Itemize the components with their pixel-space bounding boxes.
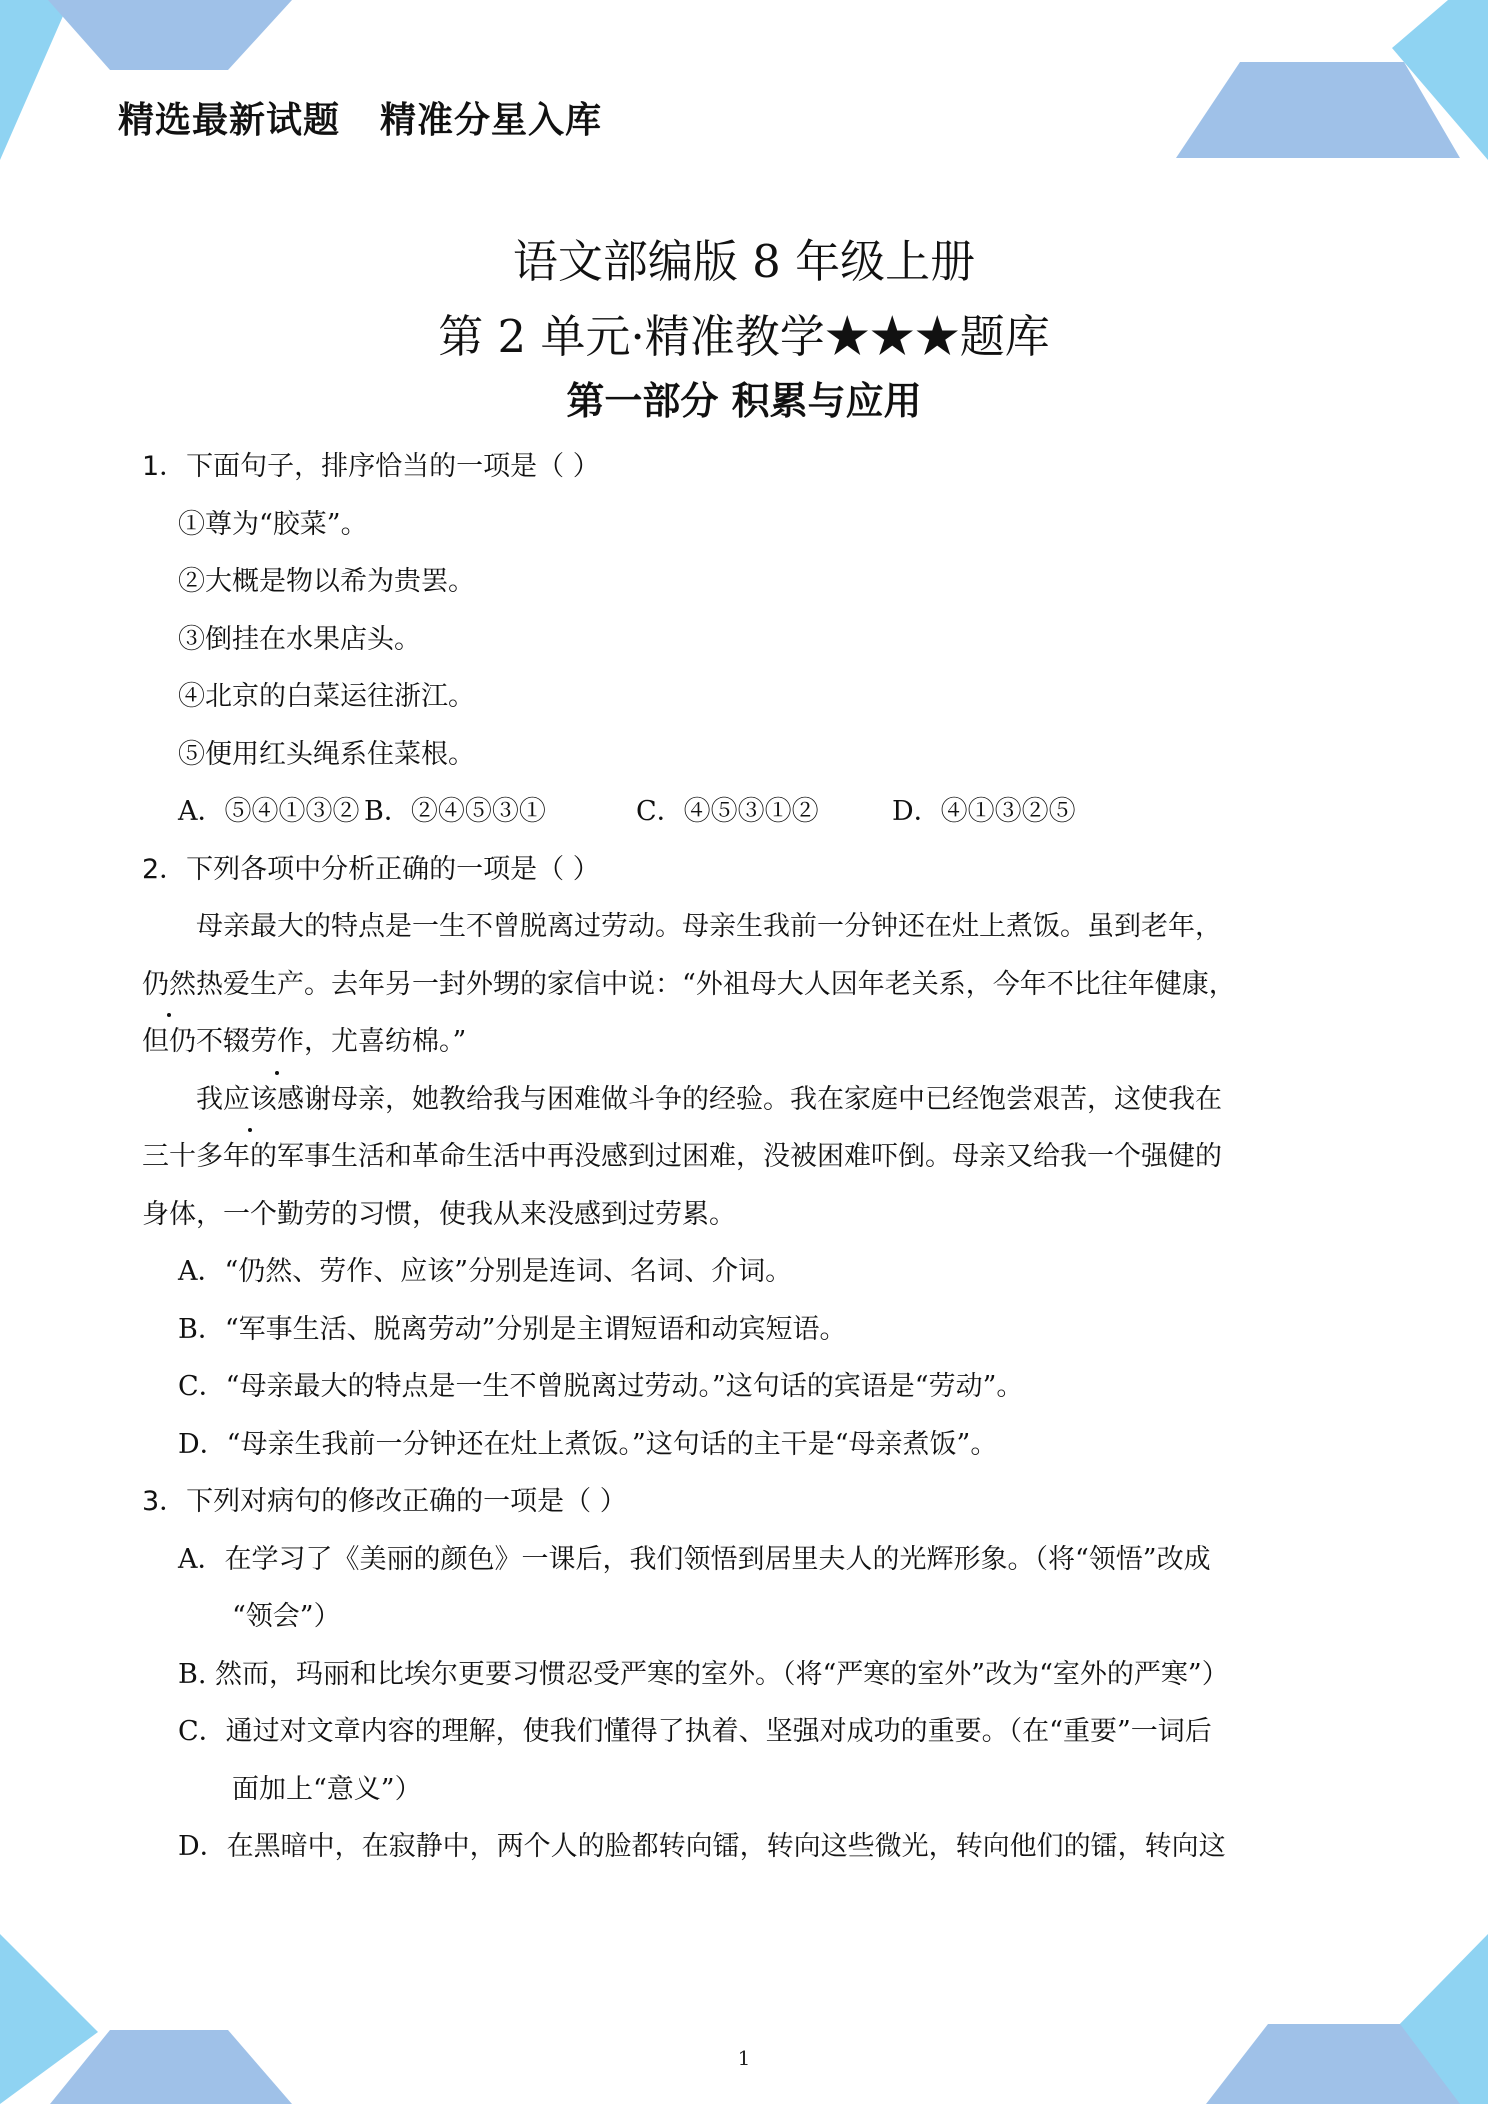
q1-choice-b[interactable]: B．②④⑤③① <box>364 796 546 827</box>
emphasis-word: 仍然 <box>142 956 196 1014</box>
header-banner <box>118 92 602 143</box>
question-content <box>142 438 1352 1876</box>
q1-item: ②大概是物以希为贵罢。 <box>178 566 475 597</box>
q2-option-b[interactable]: B．“军事生活、脱离劳动”分别是主谓短语和动宾短语。 <box>178 1313 847 1345</box>
q2-stem: 2．下列各项中分析正确的一项是（ ） <box>142 853 600 885</box>
q1-choice-d[interactable]: D．④①③②⑤ <box>892 796 1076 827</box>
banner-left-text: 精选最新试题 <box>118 100 341 141</box>
q1-choices <box>142 783 1352 841</box>
q3-stem: 3．下列对病句的修改正确的一项是（ ） <box>142 1486 627 1517</box>
q3-option-b[interactable]: B. 然而，玛丽和比埃尔更要习惯忍受严寒的室外。（将“严寒的室外”改为“室外的严寒”） <box>178 1658 1229 1690</box>
q3-option-c-cont: 面加上“意义”） <box>232 1773 422 1805</box>
q1-item: ④北京的白菜运往浙江。 <box>178 681 475 712</box>
top-left-trapezoid <box>48 0 292 70</box>
q1-item: ③倒挂在水果店头。 <box>178 623 421 655</box>
doc-subtitle: 第 2 单元·精准教学★★★题库 <box>438 310 1050 363</box>
q2-option-d[interactable]: D．“母亲生我前一分钟还在灶上煮饭。”这句话的主干是“母亲煮饭”。 <box>178 1428 998 1460</box>
doc-title: 语文部编版 8 年级上册 <box>512 235 976 288</box>
q1-stem: 1．下面句子，排序恰当的一项是（ ） <box>142 451 600 482</box>
q2-passage-line: 我应该感谢母亲，她教给我与困难做斗争的经验。我在家庭中已经饱尝艰苦，这使我在 <box>142 1071 1352 1129</box>
q1-choice-a[interactable]: A．⑤④①③② <box>178 796 360 827</box>
q2-passage-line: 但仍不辍劳作，尤喜纺棉。” <box>142 1013 1352 1071</box>
page-number: 1 <box>737 2046 751 2070</box>
section-heading: 第一部分 积累与应用 <box>566 379 922 423</box>
q2-passage-line: 母亲最大的特点是一生不曾脱离过劳动。母亲生我前一分钟还在灶上煮饭。虽到老年， <box>196 911 1222 942</box>
q2-passage-line: 三十多年的军事生活和革命生活中再没感到过困难，没被困难吓倒。母亲又给我一个强健的 <box>142 1141 1222 1172</box>
q1-item: ①尊为“胶菜”。 <box>178 508 368 540</box>
q2-option-a[interactable]: A．“仍然、劳作、应该”分别是连词、名词、介词。 <box>178 1256 793 1287</box>
top-left-triangle <box>0 0 70 160</box>
q3-option-d[interactable]: D．在黑暗中，在寂静中，两个人的脸都转向镭，转向这些微光，转向他们的镭，转向这 <box>178 1831 1226 1862</box>
emphasis-word: 劳作 <box>250 1013 304 1071</box>
q2-option-c[interactable]: C．“母亲最大的特点是一生不曾脱离过劳动。”这句话的宾语是“劳动”。 <box>178 1371 1024 1402</box>
q3-option-a[interactable]: A．在学习了《美丽的颜色》一课后，我们领悟到居里夫人的光辉形象。（将“领悟”改成 <box>178 1543 1211 1575</box>
banner-right-text: 精准分星入库 <box>380 100 603 141</box>
q2-passage-line: 仍然热爱生产。去年另一封外甥的家信中说：“外祖母大人因年老关系，今年不比往年健康， <box>142 956 1352 1014</box>
q1-item: ⑤便用红头绳系住菜根。 <box>178 738 475 770</box>
q3-option-a-cont: “领会”） <box>232 1601 341 1632</box>
emphasis-word: 应该 <box>223 1071 277 1129</box>
q2-passage-line: 身体，一个勤劳的习惯，使我从来没感到过劳累。 <box>142 1198 736 1230</box>
q1-choice-c[interactable]: C．④⑤③①② <box>636 796 819 827</box>
q3-option-c[interactable]: C．通过对文章内容的理解，使我们懂得了执着、坚强对成功的重要。（在“重要”一词后 <box>178 1716 1212 1747</box>
